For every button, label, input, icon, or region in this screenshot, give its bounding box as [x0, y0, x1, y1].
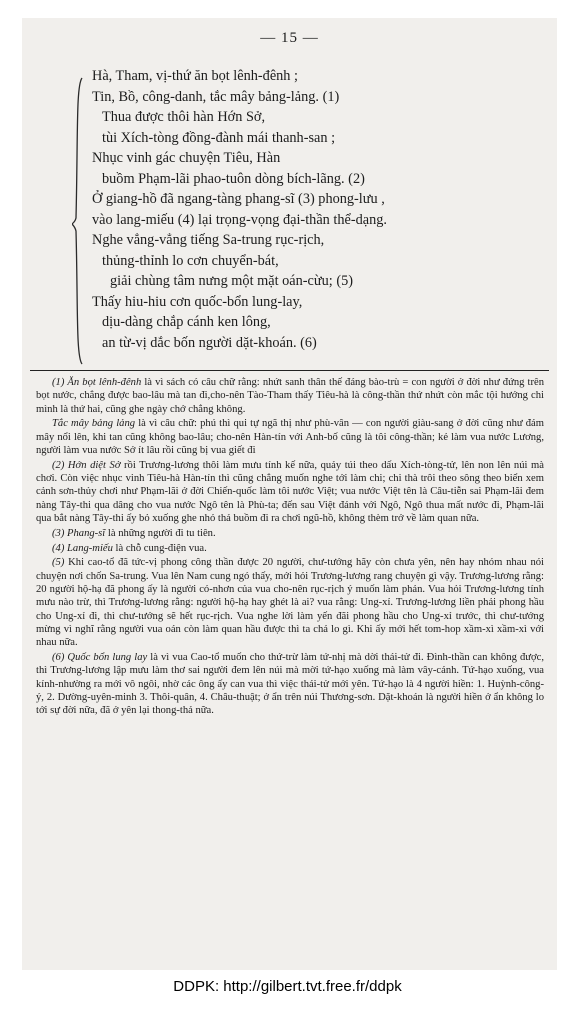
footnote-text: là vì vua Cao-tổ muốn cho thứ-trừ làm tứ-nhị mà dời thái-tử đi. Đình-thần can không được, thì Trương-lương lập mưu làm thơ sai người đem lên núi mà mời tứ-hạo xuống mà làm vây-cánh. Tứ-hạo xuống, vua kính-nhường ra mới vô ngôi, nhờ các ông ấy can vua thì việc thái-tử mới yên. Tứ-hạo là 4 người hiền: 1. Huỳnh-công-ý, 2. Dường-uyên-minh 3. Thôi-quân, 4. Châu-thuật; ở ẩn trên núi Thương-sơn. Dặt-khoán là người hiền ở ẩn không lo tới sự đời nữa, đã ở yên lại thong-thả nữa.	[36, 651, 544, 717]
footnote-term: Tắc mây bảng lảng	[52, 418, 136, 430]
footnote-term: (4) Lang-miếu	[52, 542, 113, 554]
footnote	[36, 376, 544, 416]
poem-line: giải chùng tâm nưng một mặt oán-cừu; (5)	[110, 273, 353, 289]
footnote-text: là những người đi tu tiên.	[105, 527, 216, 539]
footnote	[36, 651, 544, 717]
poem-line: buồm Phạm-lãi phao-tuôn dòng bích-lãng. (2)	[102, 170, 365, 187]
source-credit: DDPK: http://gilbert.tvt.free.fr/ddpk	[173, 978, 402, 995]
scanned-page	[22, 18, 557, 970]
poem-line: Tin, Bồ, công-danh, tắc mây bảng-lảng. (1)	[92, 88, 340, 105]
poem-line: Nghe vẳng-vẳng tiếng Sa-trung rục-rịch,	[92, 232, 325, 248]
poem-block	[92, 66, 547, 353]
poem-line: Hà, Tham, vị-thứ ăn bọt lênh-đênh ;	[92, 68, 299, 84]
footnote-term: (5)	[52, 557, 65, 569]
poem-line: Nhục vinh gác chuyện Tiêu, Hàn	[92, 150, 281, 166]
poem-line: vào lang-miếu (4) lại trọng-vọng đại-thần thể-dạng.	[92, 211, 387, 228]
poem-line: tùi Xích-tòng đồng-đành mái thanh-san ;	[102, 129, 336, 146]
footnote	[36, 527, 544, 540]
footnote-text: là vì sách có câu chữ rằng: nhứt sanh thân thế đáng bào-trù = con người ở đời như đứng trên bọt nước, chẳng được bao-lâu mà tan đi,cho-nên Tào-Tham thấy Tiêu-hà là công-thần thứ nhứt còn mắc tội hướng chi mình là thứ hai, cũng ghe ngày chớ chẳng không.	[36, 377, 544, 415]
poem-line: Thấy hiu-hiu cơn quốc-bổn lung-lay,	[92, 293, 303, 310]
footnote-term: (1) Ăn bọt lênh-đênh	[52, 377, 142, 388]
left-brace-mark	[72, 76, 86, 366]
footnote-term: (3) Phang-sĩ	[52, 527, 106, 539]
footnotes-block	[36, 376, 544, 719]
footnote-text: Khi cao-tổ đã tức-vị phong công thần được 20 người, chư-tướng hãy còn chưa yên, nên hay nhóm nhau nói chuyện nơi chốn Sa-trung. Vua lên Nam cung ngó thấy, mới hỏi Trương-lương rang chuyện gì vậy. Trương-lương rằng: 20 người hộ-hạ đã phong ấy là người có-nhơn của vua cho-nên rục-rịch ý muốn làm phản. Vua hỏi Trương-lương tính mưu nào trừ, thì Trương-lương rằng: người hộ-hạ hay ghét là ai? vua rằng: Ung-xỉ. Trương-lương liền phải phong hầu cho Ung-xỉ đi, thì chư-tướng sẽ hết rục-rịch. Vua nghe lời làm yến đãi phong hầu cho Ung-xỉ trước, thì chư-tướng mừng vì nghĩ rằng người vua oán còn làm quan hầu được thì ta chả lo gì. Khi ấy mới hết tom-hop xầm-xì xầm-xì với nhau nữa.	[36, 557, 544, 649]
footnote-text: là chỗ cung-điện vua.	[112, 542, 207, 554]
footnote	[36, 459, 544, 525]
footnote	[36, 542, 544, 555]
poem-line: dịu-dàng chắp cánh ken lông,	[102, 314, 271, 330]
page-number: — 15 —	[260, 30, 319, 46]
footnote	[36, 417, 544, 457]
footnote-term: (6) Quốc bổn lung lay	[52, 651, 148, 663]
footnote-divider	[30, 370, 549, 371]
poem-line: thủng-thỉnh lo cơn chuyển-bát,	[102, 252, 279, 269]
poem-line: an từ-vị dắc bốn người dặt-khoán. (6)	[102, 334, 317, 351]
poem-line: Thua được thôi hàn Hớn Sở,	[102, 109, 266, 125]
footnote-text: là vì câu chữ: phú thì qui tự ngã thị như phù-vân — con người giàu-sang ở đời cũng như đám mây nổi lên, khi tan cũng không bao-lâu; cho-nên Hàn-tín với Anh-bố cũng là tôi công-thần; kẻ làm vua nước Lương, người làm vua nước Sở ít lâu rồi cũng bị vua giết đi	[36, 418, 545, 456]
footnote-term: (2) Hớn diệt Sở	[52, 459, 121, 471]
footnote-text: rồi Trương-lương thôi làm mưu tính kế nữa, quảy túi theo dấu Xích-tòng-tử, lên non lên núi mà chơi. Còn việc nhục vinh Tiêu-hà Hàn-tín thì cũng chẳng muốn nghe tới làm chi; chi thà trôi theo sông theo biển xem cảnh sơn-thủy chơi như Phạm-lãi ở đời Chiến-quốc làm tôi nước Việt; vua nước Việt tên là Câu-tiễn sai Phạm-lãi đem nàng Tây-thi qua dâng cho vua nước Ngô tên là Phù-ta; đến sau Việt đánh với Ngô, Ngô thua mất nước đi, Phạm-lãi qua bắt nàng Tây-thi ấy bỏ xuống ghe nhỏ thả buồm đi ra chơi ngũ-hồ, không thèm trở về làm quan nữa.	[36, 459, 544, 524]
footnote	[36, 556, 544, 649]
poem-line: Ở giang-hồ đã ngang-tàng phang-sĩ (3) phong-lưu ,	[92, 191, 385, 207]
